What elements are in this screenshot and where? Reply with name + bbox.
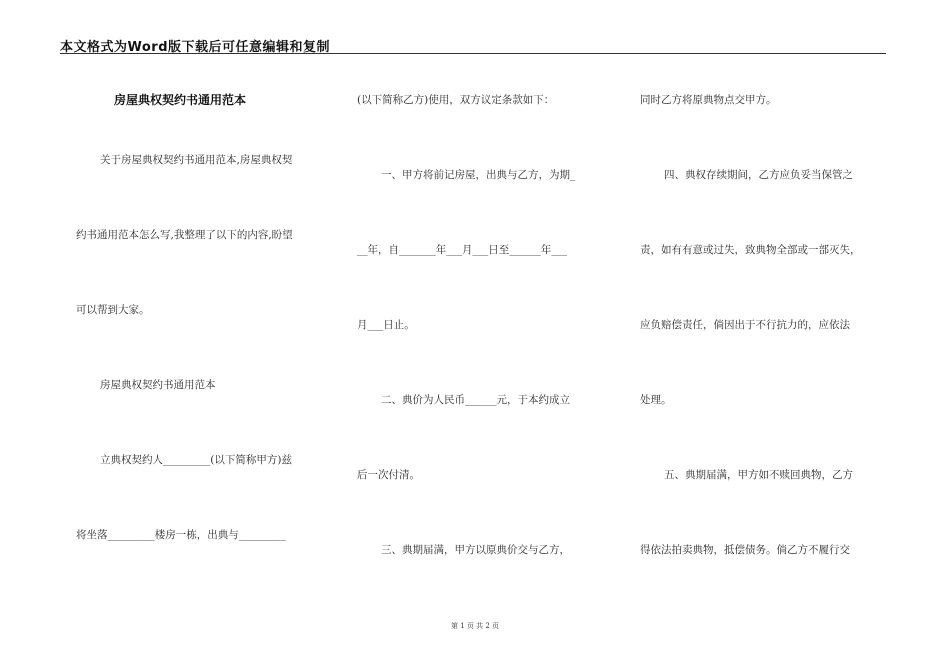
text-column-2 (357, 0, 607, 620)
page-number-footer: 第 1 页 共 2 页 (450, 622, 500, 630)
paragraph-line: 得依法拍卖典物，抵偿债务。倘乙方不履行交 (640, 544, 850, 556)
paragraph-line: __年，自_______年___月___日至______年___ (357, 244, 567, 256)
paragraph-line: 月___日止。 (357, 319, 415, 331)
paragraph-line: 责，如有有意或过失，致典物全部或一部灭失， (640, 244, 861, 256)
clause-line: 二、典价为人民币______元，于本约成立 (381, 394, 570, 406)
paragraph-line: 同时乙方将原典物点交甲方。 (640, 94, 777, 106)
document-title: 房屋典权契约书通用范本 (114, 93, 247, 107)
clause-line: 五、典期届满，甲方如不赎回典物，乙方 (664, 469, 853, 481)
paragraph-line: 可以帮到大家。 (76, 304, 150, 316)
paragraph-line: 将坐落_________楼房一栋，出典与_________ (76, 529, 286, 541)
section-heading: 房屋典权契约书通用范本 (100, 379, 216, 391)
paragraph-line: (以下简称乙方)使用，双方议定条款如下： (357, 94, 555, 106)
paragraph-line: 关于房屋典权契约书通用范本,房屋典权契 (100, 154, 293, 166)
clause-line: 一、甲方将前记房屋，出典与乙方，为期_ (381, 169, 576, 181)
paragraph-line: 处理。 (640, 394, 672, 406)
clause-line: 三、典期届满，甲方以原典价交与乙方， (381, 544, 570, 556)
paragraph-line: 约书通用范本怎么写,我整理了以下的内容,盼望 (76, 229, 293, 241)
document-header-banner: 本文格式为Word版下载后可任意编辑和复制 (60, 40, 331, 55)
clause-line: 四、典权存续期间，乙方应负妥当保管之 (664, 169, 853, 181)
paragraph-line: 立典权契约人_________(以下简称甲方)兹 (100, 454, 292, 466)
paragraph-line: 应负赔偿责任，倘因出于不行抗力的，应依法 (640, 319, 850, 331)
text-column-1 (76, 0, 326, 620)
text-column-3 (640, 0, 890, 620)
paragraph-line: 后一次付清。 (357, 469, 420, 481)
